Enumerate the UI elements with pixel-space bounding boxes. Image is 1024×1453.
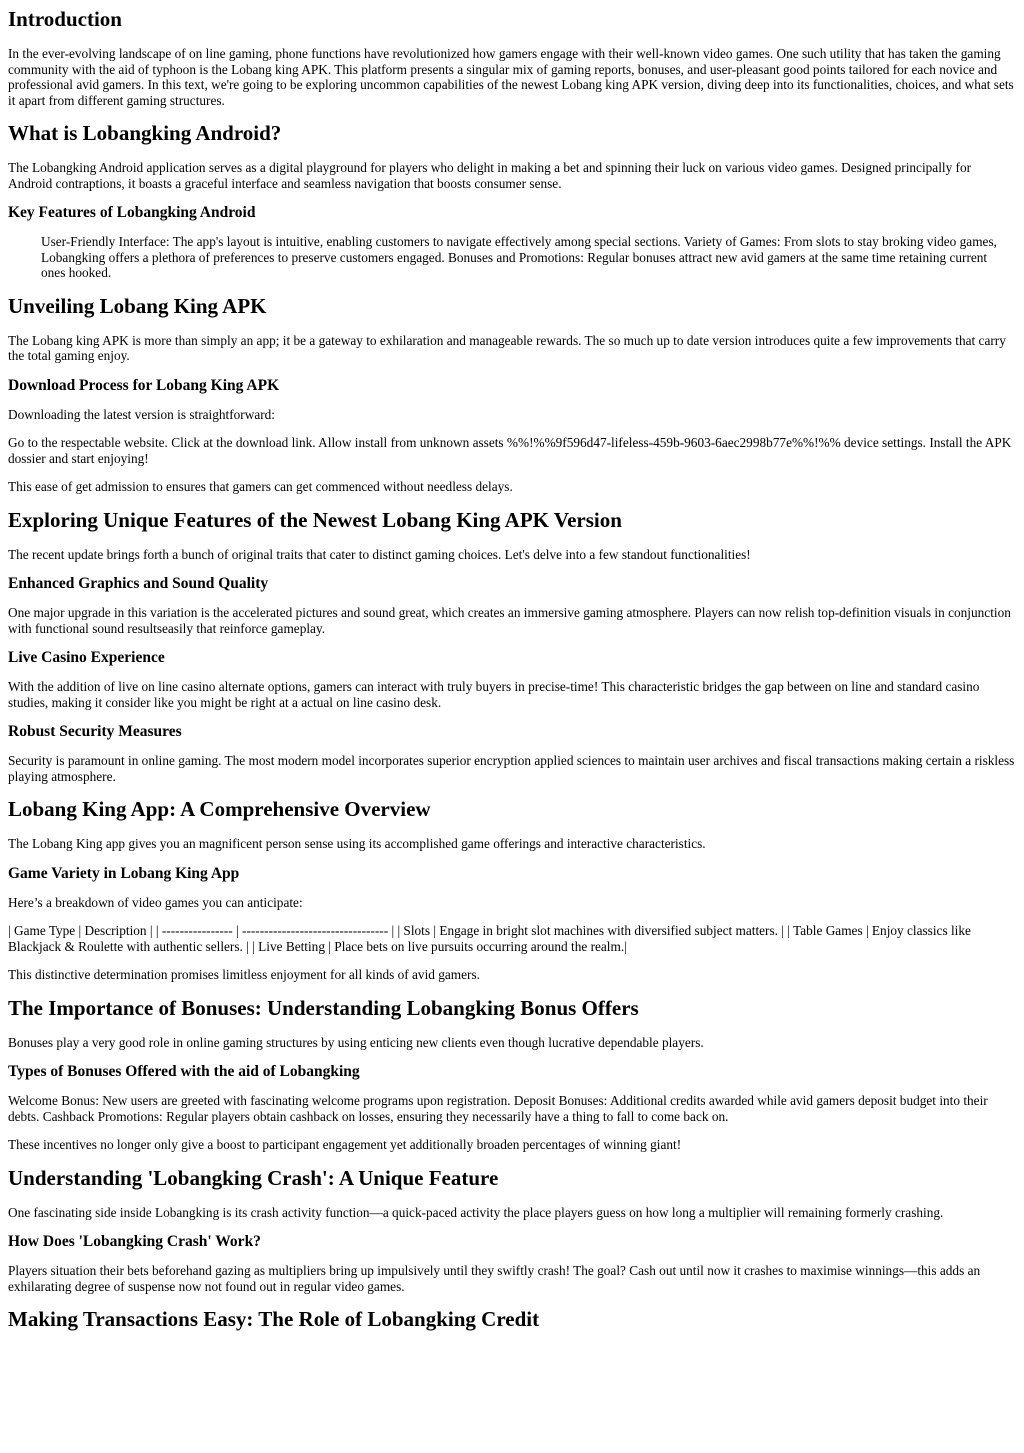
subheading-download-process: Download Process for Lobang King APK xyxy=(8,376,280,394)
paragraph-android: The Lobangking Android application serves as a digital playground for players who delight in making a bet and spinning their luck on various video games. Designed principally for Android contraptions, it boasts a graceful interface and seamless navigation that boosts consumer sense. xyxy=(8,160,972,191)
heading-unique-features: Exploring Unique Features of the Newest Lobang King APK Version xyxy=(8,507,622,532)
subheading-bonus-types: Types of Bonuses Offered with the aid of Lobangking xyxy=(8,1063,360,1080)
paragraph-download-ease: This ease of get admission to ensures that gamers can get commenced without needless delays. xyxy=(8,479,513,494)
paragraph-bonuses: Bonuses play a very good role in online gaming structures by using enticing new clients even though lucrative dependable players. xyxy=(8,1034,704,1050)
paragraph-graphics-sound: One major upgrade in this variation is the accelerated pictures and sound great, which creates an immersive gaming atmosphere. Players can now relish top-definition visuals in conjunction with functional sound resultseasily that reinforce gameplay. xyxy=(8,605,1011,636)
paragraph-introduction: In the ever-evolving landscape of on line gaming, phone functions have revolutionized how gamers engage with their well-known video games. One such utility that has taken the gaming community with the aid of typhoon is the Lobang king APK. This platform presents a singular mix of gaming reports, bonuses, and user-pleasant good points tailored for each novice and professional avid gamers. In this text, we're going to be exploring uncommon capabilities of the newest Lobang king APK version, diving deep into its functionalities, choices, and what sets it apart from different gaming structures. xyxy=(8,46,1014,108)
paragraph-lobangking-crash: One fascinating side inside Lobangking is its crash activity function—a quick-paced activity the place players guess on how long a multiplier will remaining formerly crashing. xyxy=(8,1204,944,1220)
article xyxy=(0,7,1024,1331)
heading-unveiling-lobang-king-apk: Unveiling Lobang King APK xyxy=(8,293,267,318)
heading-what-is-lobangking-android: What is Lobangking Android? xyxy=(8,121,282,145)
subheading-security: Robust Security Measures xyxy=(8,723,182,740)
subheading-game-variety: Game Variety in Lobang King App xyxy=(8,864,240,882)
paragraph-game-variety-intro: Here’s a breakdown of video games you can anticipate: xyxy=(8,894,303,910)
paragraph-security: Security is paramount in online gaming. The most modern model incorporates superior encryption applied sciences to maintain user archives and fiscal transactions making certain a riskless playing atmosphere. xyxy=(8,753,1015,784)
paragraph-live-casino: With the addition of live on line casino alternate options, gamers can interact with truly buyers in precise-time! This characteristic bridges the gap between on line and standard casino studies, making it consider like you might be right at a actual on line casino desk. xyxy=(8,679,980,710)
paragraph-bonus-incentives: These incentives no longer only give a boost to participant engagement yet additionally broaden percentages of winning giant! xyxy=(8,1137,682,1152)
subheading-live-casino: Live Casino Experience xyxy=(8,649,165,666)
paragraph-download-intro: Downloading the latest version is straightforward: xyxy=(8,406,275,422)
paragraph-game-variety-summary: This distinctive determination promises limitless enjoyment for all kinds of avid gamers. xyxy=(8,967,480,982)
blockquote-key-features: User-Friendly Interface: The app's layout is intuitive, enabling customers to navigate effectively among special sections. Variety of Games: From slots to stay broking video games, Lobangking offers a plethora of preferences to preserve customers engaged. Bonuses and Promotions: Regular bonuses attract new avid gamers at the same time retaining current ones hooked. xyxy=(41,234,997,280)
heading-lobangking-crash: Understanding 'Lobangking Crash': A Unique Feature xyxy=(8,1165,499,1190)
paragraph-app-overview: The Lobang King app gives you an magnificent person sense using its accomplished game offerings and interactive characteristics. xyxy=(8,836,706,851)
subheading-crash-how: How Does 'Lobangking Crash' Work? xyxy=(8,1233,261,1250)
subheading-graphics-sound: Enhanced Graphics and Sound Quality xyxy=(8,575,269,592)
paragraph-crash-how: Players situation their bets beforehand gazing as multipliers bring up impulsively until they swiftly crash! The goal? Cash out until now it crashes to maximise winnings—this adds an exhilarating degree of suspense now not found out in regular video games. xyxy=(8,1263,981,1294)
heading-bonuses: The Importance of Bonuses: Understanding Lobangking Bonus Offers xyxy=(8,995,639,1020)
heading-lobangking-credit: Making Transactions Easy: The Role of Lobangking Credit xyxy=(8,1307,540,1331)
paragraph-game-variety-table: | Game Type | Description | | ---------------- | --------------------------------- | | Slots | Engage in bright slot machines with diversified subject matters. | | Table Games | Enjoy classics like Blackjack & Roulette with authentic sellers. | | Live Betting | Place bets on live pursuits occurring around the realm.| xyxy=(8,923,971,954)
paragraph-unique-features: The recent update brings forth a bunch of original traits that cater to distinct gaming choices. Let's delve into a few standout functionalities! xyxy=(8,546,751,562)
heading-app-overview: Lobang King App: A Comprehensive Overview xyxy=(8,797,431,821)
paragraph-bonus-types: Welcome Bonus: New users are greeted with fascinating welcome programs upon registration. Deposit Bonuses: Additional credits awarded while avid gamers deposit budget into their debts. Cashback Promotions: Regular players obtain cashback on losses, ensuring they necessarily have a thing to fall to come back on. xyxy=(8,1093,988,1124)
heading-introduction: Introduction xyxy=(8,7,122,31)
subheading-key-features: Key Features of Lobangking Android xyxy=(8,204,256,221)
paragraph-apk: The Lobang king APK is more than simply an app; it be a gateway to exhilaration and manageable rewards. The so much up to date version introduces quite a few improvements that carry the total gaming enjoy. xyxy=(8,332,1006,363)
paragraph-download-steps: Go to the respectable website. Click at the download link. Allow install from unknown assets %%!%%9f596d47-lifeless-459b-9603-6aec2998b77e%%!%% device settings. Install the APK dossier and start enjoying! xyxy=(8,435,1012,466)
